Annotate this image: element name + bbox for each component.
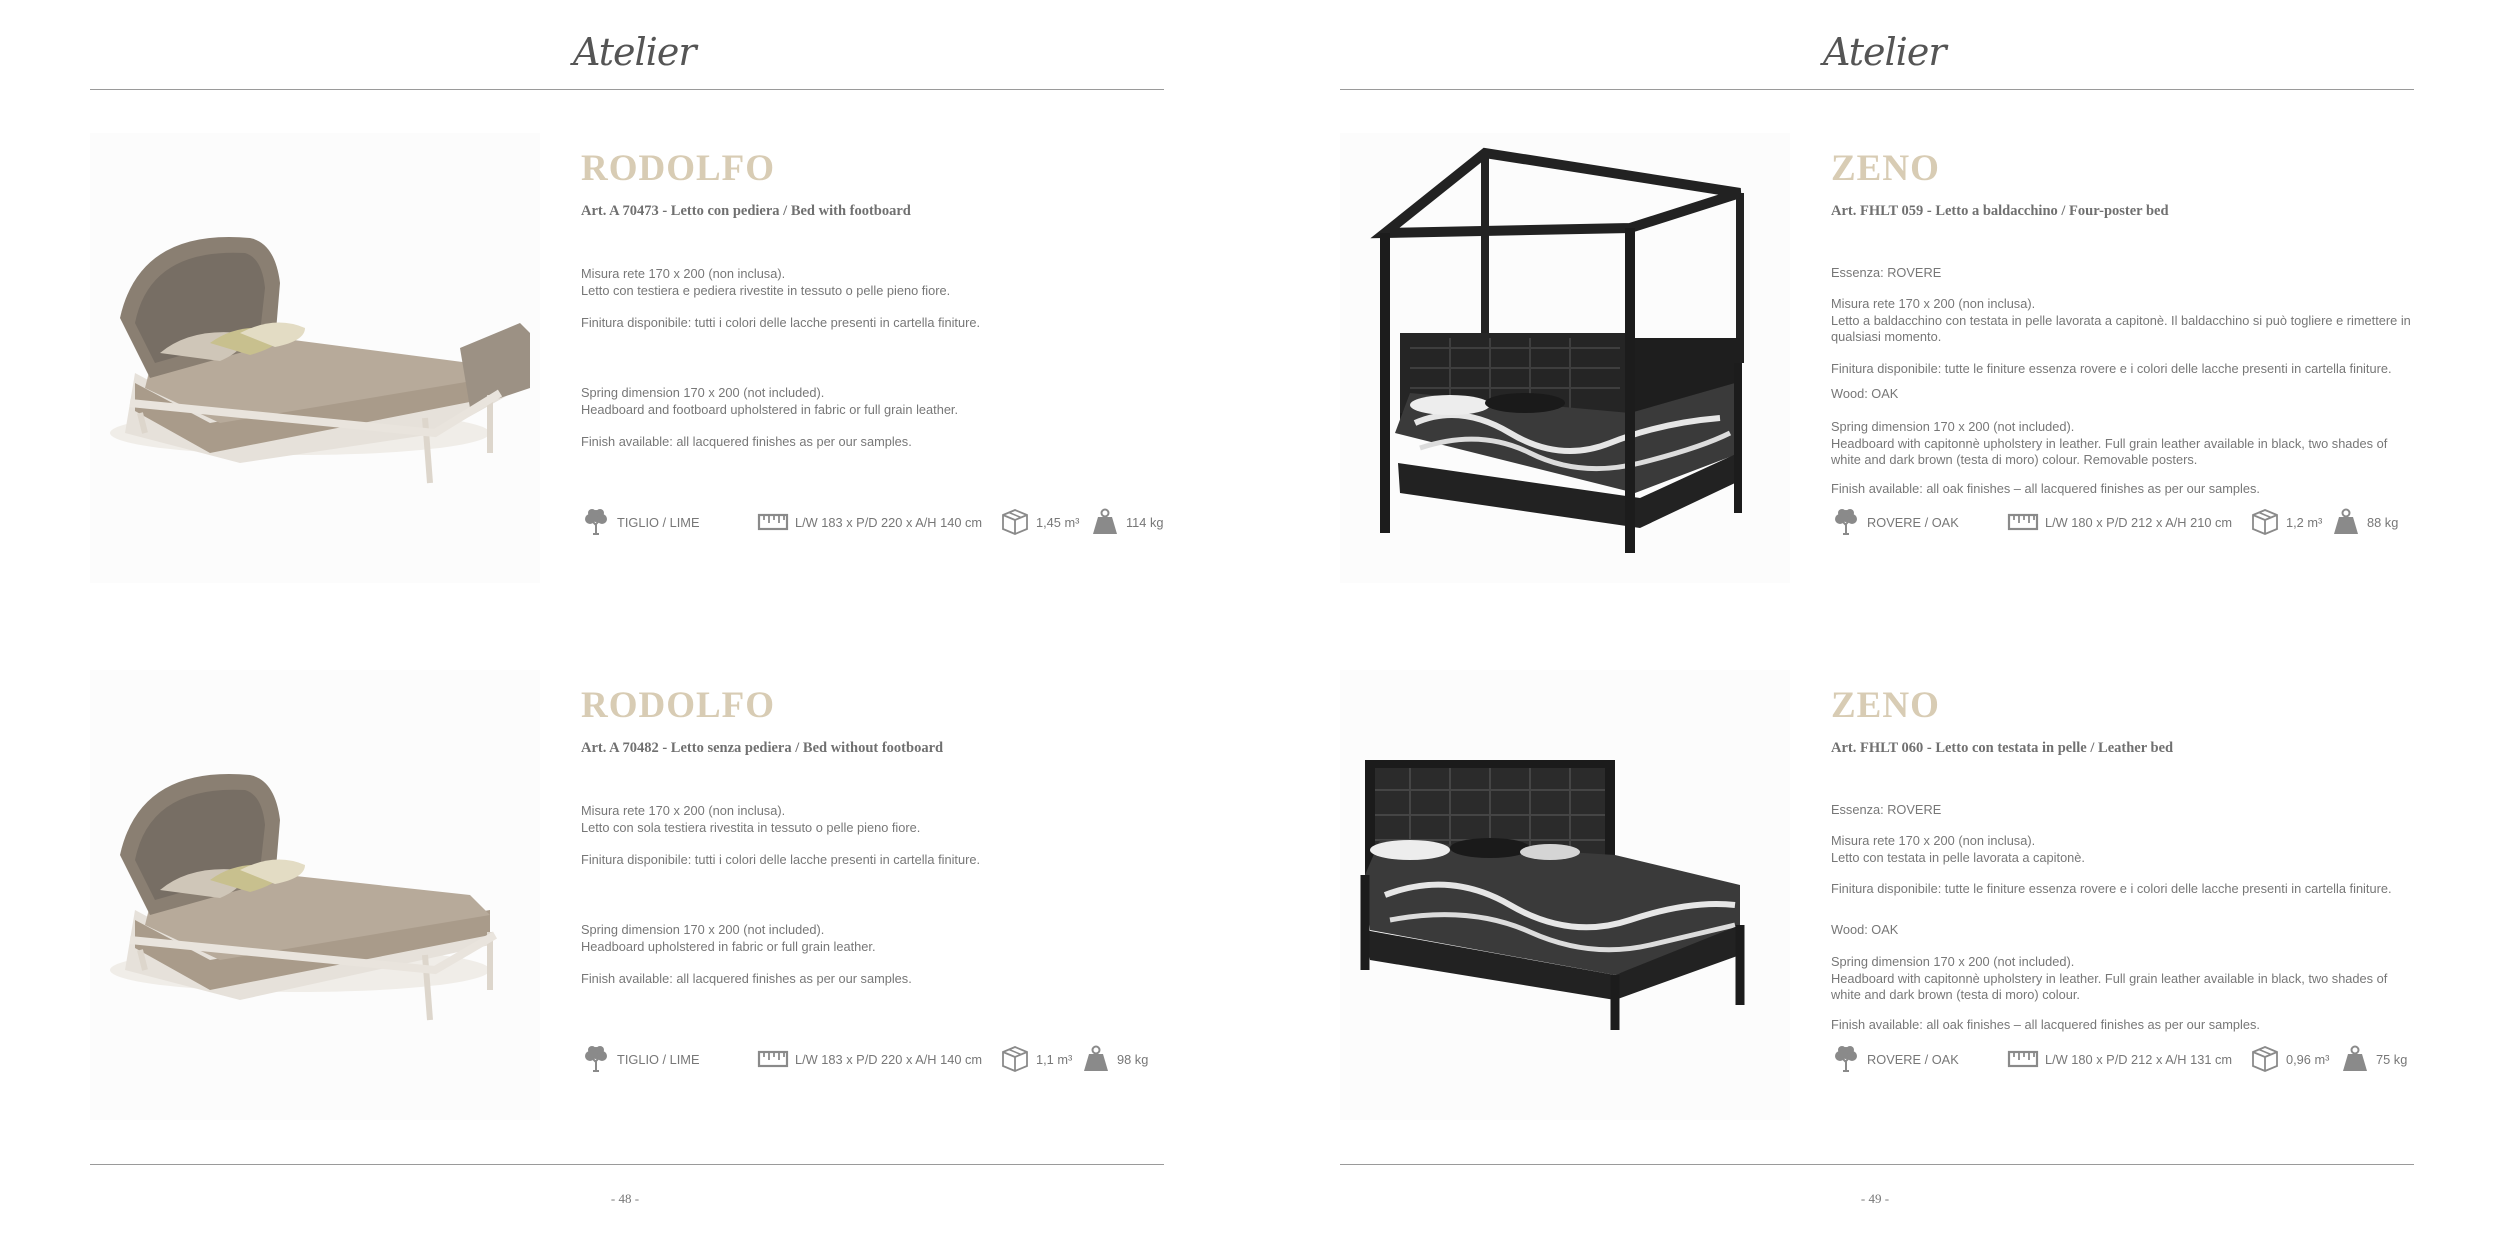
tree-icon [1831, 1044, 1861, 1074]
article-code: Art. FHLT 060 - Letto con testata in pelle / Leather bed [1831, 740, 2174, 756]
article-code: Art. A 70482 - Letto senza pediera / Bed without footboard [581, 740, 944, 756]
english-desc: Headboard with capitonnè upholstery in leather. Full grain leather available in black, two shades of white and dark brown (testa di moro) colour. [1831, 970, 2388, 1002]
product-name: RODOLFO [581, 685, 776, 726]
dimensions-label: L/W 180 x P/D 212 x A/H 131 cm [2045, 1051, 2233, 1067]
dimensions-label: L/W 180 x P/D 212 x A/H 210 cm [2045, 514, 2233, 530]
italian-measure: Misura rete 170 x 200 (non inclusa). [581, 803, 786, 818]
weight-icon [2331, 507, 2361, 537]
weight-label: 75 kg [2376, 1051, 2408, 1067]
ruler-icon [2007, 1047, 2039, 1071]
italian-essence: Essenza: ROVERE [1831, 802, 1942, 817]
wood-label: ROVERE / OAK [1867, 1051, 1959, 1067]
weight-icon [1081, 1044, 1111, 1074]
english-wood: Wood: OAK [1831, 922, 1899, 937]
spec-wood [581, 505, 700, 539]
english-measure: Spring dimension 170 x 200 (not included). [1831, 954, 2075, 969]
spec-row [581, 505, 1166, 539]
spec-wood [1831, 1042, 1959, 1076]
english-desc: Headboard upholstered in fabric or full grain leather. [581, 938, 876, 954]
volume-label: 1,45 m³ [1036, 514, 1080, 530]
ruler-icon [757, 510, 789, 534]
spec-dimensions [757, 505, 982, 539]
italian-description [1831, 833, 2416, 866]
italian-finish: Finitura disponibile: tutti i colori delle lacche presenti in cartella finiture. [581, 315, 981, 330]
english-description [581, 922, 1166, 955]
spec-wood [1831, 505, 1959, 539]
product-card [90, 133, 1164, 583]
box-icon [2250, 1044, 2280, 1074]
spec-row [1831, 505, 2416, 539]
english-description [1831, 954, 2416, 1004]
wood-label: TIGLIO / LIME [617, 1051, 700, 1067]
english-desc: Headboard and footboard upholstered in fabric or full grain leather. [581, 401, 959, 417]
footer-divider [1340, 1164, 2414, 1165]
italian-description [581, 266, 1166, 299]
spec-weight [2331, 505, 2398, 539]
brand-logo: Atelier [1823, 30, 1946, 74]
italian-description [1831, 296, 2416, 346]
english-measure: Spring dimension 170 x 200 (not included). [1831, 419, 2075, 434]
brand-logo: Atelier [573, 30, 696, 74]
product-name: ZENO [1831, 685, 1940, 726]
box-icon [2250, 507, 2280, 537]
english-measure: Spring dimension 170 x 200 (not included). [581, 385, 825, 400]
spec-dimensions [757, 1042, 982, 1076]
product-card [90, 670, 1164, 1120]
spec-row [1831, 1042, 2416, 1076]
product-image-leather-headboard-bed [1340, 670, 1790, 1120]
box-icon [1000, 1044, 1030, 1074]
spec-volume [2250, 1042, 2329, 1076]
italian-desc: Letto con testiera e pediera rivestite in tessuto o pelle pieno fiore. [581, 282, 951, 298]
volume-label: 1,2 m³ [2286, 514, 2323, 530]
spec-row [581, 1042, 1166, 1076]
italian-finish: Finitura disponibile: tutte le finiture essenza rovere e i colori delle lacche presenti in cartella finiture. [1831, 881, 2392, 896]
wood-label: TIGLIO / LIME [617, 514, 700, 530]
english-finish: Finish available: all lacquered finishes as per our samples. [581, 971, 912, 986]
tree-icon [1831, 507, 1861, 537]
spec-dimensions [2007, 1042, 2232, 1076]
product-card [1340, 670, 2414, 1120]
english-finish: Finish available: all lacquered finishes as per our samples. [581, 434, 912, 449]
product-image-upholstered-bed-without-footboard [90, 670, 540, 1120]
tree-icon [581, 507, 611, 537]
product-image-four-poster-bed [1340, 133, 1790, 583]
english-desc: Headboard with capitonnè upholstery in leather. Full grain leather available in black, two shades of white and dark brown (testa di moro) colour. Removable posters. [1831, 435, 2388, 467]
box-icon [1000, 507, 1030, 537]
english-wood: Wood: OAK [1831, 386, 1899, 401]
weight-label: 98 kg [1117, 1051, 1149, 1067]
weight-label: 114 kg [1126, 514, 1164, 530]
spec-volume [1000, 505, 1079, 539]
weight-label: 88 kg [2367, 514, 2399, 530]
spec-dimensions [2007, 505, 2232, 539]
english-measure: Spring dimension 170 x 200 (not included). [581, 922, 825, 937]
product-name: RODOLFO [581, 148, 776, 189]
italian-finish: Finitura disponibile: tutte le finiture essenza rovere e i colori delle lacche presenti in cartella finiture. [1831, 361, 2392, 376]
volume-label: 0,96 m³ [2286, 1051, 2330, 1067]
header-divider [90, 89, 1164, 90]
article-code: Art. FHLT 059 - Letto a baldacchino / Four-poster bed [1831, 203, 2169, 219]
italian-desc: Letto con testata in pelle lavorata a capitonè. [1831, 849, 2085, 865]
italian-measure: Misura rete 170 x 200 (non inclusa). [1831, 833, 2036, 848]
weight-icon [2340, 1044, 2370, 1074]
header-divider [1340, 89, 2414, 90]
spec-volume [1000, 1042, 1072, 1076]
italian-essence: Essenza: ROVERE [1831, 265, 1942, 280]
page-number: - 49 - [1860, 1191, 1890, 1206]
italian-description [581, 803, 1166, 836]
spec-weight [1090, 505, 1163, 539]
english-description [581, 385, 1166, 418]
spec-weight [1081, 1042, 1148, 1076]
weight-icon [1090, 507, 1120, 537]
spec-weight [2340, 1042, 2407, 1076]
spec-wood [581, 1042, 700, 1076]
article-code: Art. A 70473 - Letto con pediera / Bed with footboard [581, 203, 911, 219]
english-description [1831, 419, 2416, 469]
spec-volume [2250, 505, 2322, 539]
italian-desc: Letto con sola testiera rivestita in tessuto o pelle pieno fiore. [581, 819, 921, 835]
italian-finish: Finitura disponibile: tutti i colori delle lacche presenti in cartella finiture. [581, 852, 981, 867]
product-image-upholstered-bed-with-footboard [90, 133, 540, 583]
tree-icon [581, 1044, 611, 1074]
italian-desc: Letto a baldacchino con testata in pelle lavorata a capitonè. Il baldacchino si può togliere e rimettere in qualsiasi momento. [1831, 312, 2411, 344]
english-finish: Finish available: all oak finishes – all lacquered finishes as per our samples. [1831, 1017, 2260, 1032]
volume-label: 1,1 m³ [1036, 1051, 1073, 1067]
footer-divider [90, 1164, 1164, 1165]
product-card [1340, 133, 2414, 583]
ruler-icon [2007, 510, 2039, 534]
italian-measure: Misura rete 170 x 200 (non inclusa). [581, 266, 786, 281]
ruler-icon [757, 1047, 789, 1071]
catalog-page-right [1250, 0, 2500, 1250]
dimensions-label: L/W 183 x P/D 220 x A/H 140 cm [795, 1051, 983, 1067]
product-name: ZENO [1831, 148, 1940, 189]
english-finish: Finish available: all oak finishes – all lacquered finishes as per our samples. [1831, 481, 2260, 496]
italian-measure: Misura rete 170 x 200 (non inclusa). [1831, 296, 2036, 311]
page-number: - 48 - [610, 1191, 640, 1206]
wood-label: ROVERE / OAK [1867, 514, 1959, 530]
dimensions-label: L/W 183 x P/D 220 x A/H 140 cm [795, 514, 983, 530]
